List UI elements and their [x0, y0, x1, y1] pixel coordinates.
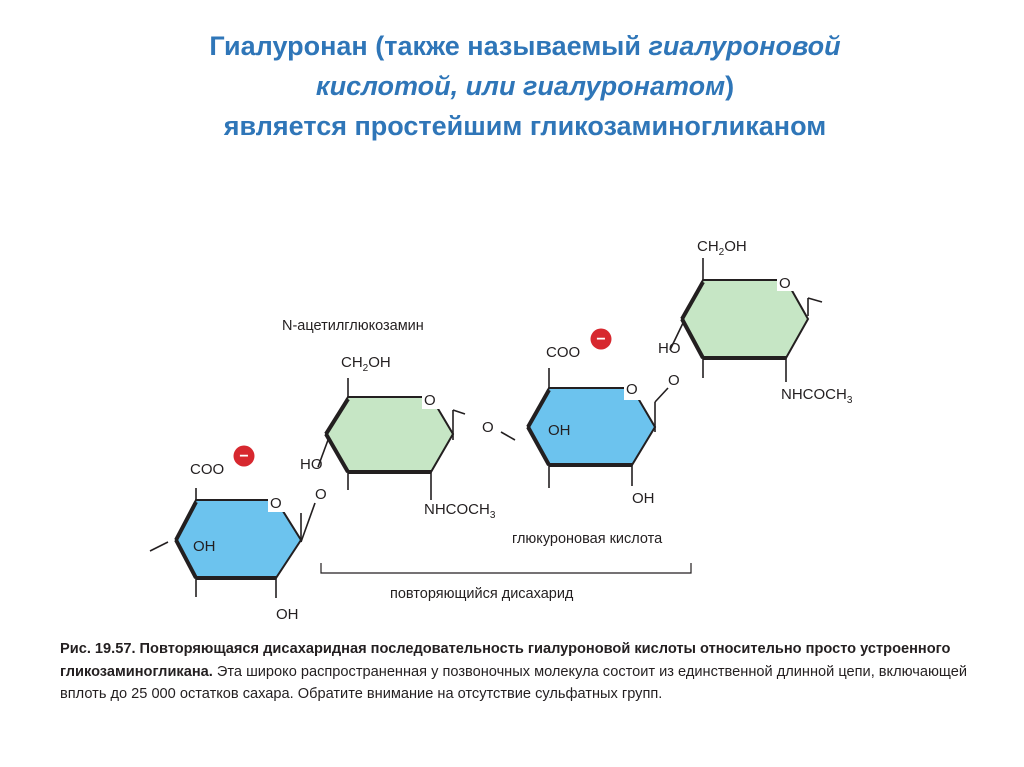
acetylglucosamine-ring-1 [318, 378, 465, 500]
ring-oxygen-3: O [626, 381, 638, 398]
title-part4: ) [725, 71, 735, 101]
glycosidic-oxygen-1: O [315, 486, 327, 503]
acetylglucosamine-label: N-ацетилглюкозамин [282, 318, 424, 334]
title-part2-italic: гиалуроновой [648, 31, 841, 61]
ch2oh-label-2: $CH_2OH$ [697, 238, 747, 258]
oh-label-ring1-bottom: OH [276, 606, 299, 623]
nhcoch3-label-1: $NHCOCH_3$ [424, 501, 496, 521]
coo-label-2: COO [546, 344, 581, 361]
oh-label-ring3-bottom: OH [632, 490, 655, 507]
glucuronic-acid-ring-1 [150, 488, 315, 598]
glycosidic-oxygen-3: O [668, 372, 680, 389]
svg-text:−: − [239, 448, 249, 465]
caption-regular: Эта широко распространенная у позвоночных молекула состоит из единственной длинной цепи, включающей вплоть до 25 000 остатков сахара. Обратите внимание на отсутствие сульфатных групп. [60, 663, 968, 702]
ch2oh-label-1: $CH_2OH$ [341, 354, 391, 374]
title-line3: является простейшим гликозаминогликаном [223, 111, 827, 141]
disaccharide-bracket [321, 563, 691, 573]
svg-text:−: − [596, 331, 606, 348]
ring-oxygen-2: O [424, 392, 436, 409]
ring-oxygen-4: O [779, 275, 791, 292]
negative-charge-icon-2 [591, 329, 612, 350]
caption-bold: Рис. 19.57. Повторяющаяся дисахаридная последовательность гиалуроновой кислоты относительно просто устроенного гликозаминогликана. [60, 641, 951, 680]
acetylglucosamine-ring-2 [670, 258, 822, 382]
glucuronic-acid-ring-2 [501, 368, 668, 488]
ho-label-ring4: HO [658, 340, 681, 357]
oh-label-ring3-inner: OH [548, 422, 571, 439]
title-part1: Гиалуронан (также называемый [209, 31, 649, 61]
oh-label-ring1-inner: OH [193, 538, 216, 555]
repeating-disaccharide-label: повторяющийся дисахарид [390, 586, 574, 602]
title-part3-italic: кислотой, или гиалуронатом [315, 71, 726, 101]
negative-charge-icon-1 [234, 446, 255, 467]
ho-label-ring2: HO [300, 456, 323, 473]
figure-caption [60, 638, 970, 706]
glucuronic-acid-label: глюкуроновая кислота [512, 531, 663, 547]
ring-oxygen-1: O [270, 495, 282, 512]
nhcoch3-label-2: $NHCOCH_3$ [781, 386, 853, 406]
glycosidic-oxygen-2: O [482, 419, 494, 436]
coo-label-1: COO [190, 461, 225, 478]
